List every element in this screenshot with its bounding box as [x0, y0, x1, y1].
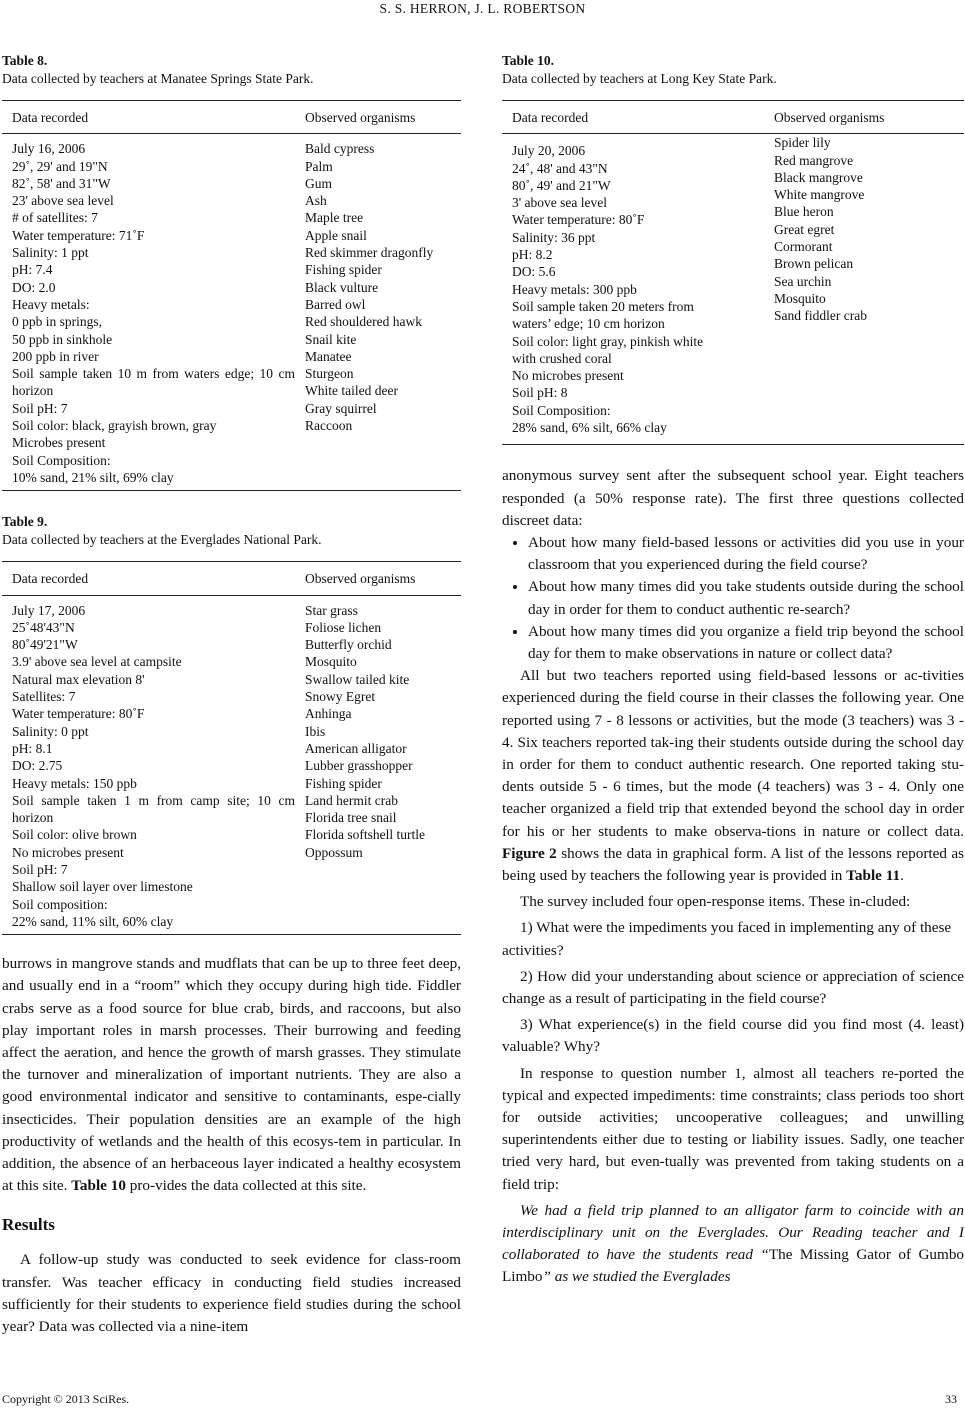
table-cell-line: Oppossum — [305, 844, 363, 860]
findings-text-end: . — [900, 867, 904, 884]
table-cell-line: Raccoon — [305, 418, 353, 434]
table-8-col-header-data: Data recorded — [2, 101, 295, 134]
table-cell-line: Soil pH: 8 — [512, 385, 568, 401]
table-cell-line: 82˚, 58' and 31"W — [12, 175, 111, 191]
survey-intro-paragraph: anonymous survey sent after the subsequent school year. Eight teachers responded (a 50% response rate). The first three questions collected discreet data: — [502, 467, 964, 529]
table-cell-line: July 20, 2006 — [512, 143, 586, 159]
table-cell-line: pH: 8.1 — [12, 740, 53, 756]
table-cell-line: DO: 2.0 — [12, 279, 56, 295]
open-question-1: 1) What were the impediments you faced in implementing any of these activities? — [502, 919, 952, 959]
table-cell-line: Water temperature: 71˚F — [12, 227, 145, 243]
fiddler-crab-paragraph — [2, 953, 461, 1197]
table-8-title: Data collected by teachers at Manatee Springs State Park. — [2, 71, 314, 86]
table-cell-line: Apple snail — [305, 227, 367, 243]
table-cell-line: 200 ppb in river — [12, 348, 99, 364]
table-cell-line: Microbes present — [12, 435, 106, 451]
quote-text-a: We had a field trip planned to an alligator farm to coincide with an interdisciplinary unit on the Everglades. Our Reading teacher and I collaborated to have the students read “ — [502, 1201, 964, 1264]
table-cell-line: July 17, 2006 — [12, 602, 86, 618]
table-cell-line: Sand fiddler crab — [774, 308, 867, 324]
open-question-3: 3) What experience(s) in the field course did you find most (4. least) valuable? Why? — [502, 1016, 964, 1056]
table-cell-line: pH: 8.2 — [512, 247, 553, 263]
table-cell-line: Soil sample taken 10 m from waters edge; 10 cm horizon — [12, 366, 295, 399]
table-cell-line: White mangrove — [774, 187, 865, 203]
table-cell-line: 50 ppb in sinkhole — [12, 331, 113, 347]
survey-question-item: • About how many times did you organize a field trip beyond the school day for them to make observations in nature or collect data? — [528, 621, 964, 665]
table-cell-line: Salinity: 0 ppt — [12, 723, 89, 739]
table-cell-line: Lubber grasshopper — [305, 758, 413, 774]
table-cell-line: Satellites: 7 — [12, 689, 76, 705]
table-9-label: Table 9. — [2, 514, 48, 530]
left-column — [2, 52, 461, 1338]
table-cell-line: Florida tree snail — [305, 810, 397, 826]
table-10-col-header-data: Data recorded — [502, 101, 764, 134]
table-cell-line: Spider lily — [774, 135, 831, 151]
table-cell-line: DO: 5.6 — [512, 264, 556, 280]
table-cell-line: Soil pH: 7 — [12, 861, 68, 877]
table-cell-line: Maple tree — [305, 210, 364, 226]
table-cell-line: Great egret — [774, 221, 835, 237]
table-cell-line: Black mangrove — [774, 169, 863, 185]
table-cell-line: July 16, 2006 — [12, 141, 86, 157]
table-cell-line: Star grass — [305, 602, 358, 618]
open-response-intro: The survey included four open-response items. These in-cluded: — [520, 893, 911, 911]
table-cell-line: Snail kite — [305, 331, 357, 347]
results-paragraph: A follow-up study was conducted to seek evidence for class-room transfer. Was teacher efficacy in conducting field studies increased sufficiently for their students to experience field studies during the school year? Data was collected via a nine-item — [2, 1251, 461, 1336]
table-9-col-header-data: Data recorded — [2, 562, 295, 595]
table-cell-line: Heavy metals: — [12, 296, 90, 312]
table-cell-line: Soil Composition: — [512, 402, 611, 418]
table-cell-line: White tailed deer — [305, 383, 398, 399]
figure-2-reference: Figure 2 — [502, 844, 557, 862]
running-header: S. S. HERRON, J. L. ROBERTSON — [379, 1, 586, 16]
table-cell-line: pH: 7.4 — [12, 262, 53, 278]
table-cell-line: Salinity: 36 ppt — [512, 229, 596, 245]
table-cell-line: Water temperature: 80˚F — [512, 212, 645, 228]
table-cell-line: Ash — [305, 193, 327, 209]
table-10-label: Table 10. — [502, 53, 555, 68]
table-cell-line: Natural max elevation 8' — [12, 671, 145, 687]
table-cell-line: Anhinga — [305, 706, 352, 722]
findings-text-mid: shows the data in graphical form. A list of the lessons reported as being used by teachers the following year is provided in — [502, 844, 965, 884]
table-cell-line: Red skimmer dragonfly — [305, 245, 434, 261]
table-9-data-cell — [2, 595, 295, 935]
table-cell-line: 24˚, 48' and 43"N — [512, 160, 608, 176]
table-cell-line: 10% sand, 21% silt, 69% clay — [12, 469, 174, 485]
fiddler-crab-text: burrows in mangrove stands and mudflats that can be up to three feet deep, and usually end in a “room” which they occupy during high tide. Fiddler crabs serve as a food source for blue crab, birds, and raccoons, but also play important roles in marsh processes. Their burrowing and feeding affect the aeration, and hence the growth of marsh grasses. They stimulate the turnover and mineralization of important nutrients. They are also a good environmental indicator and sensitive to contaminants, espe-cially insecticides. Their population densities are an example of the high productivity of wetlands and the health of this ecosys-tem in particular. In addition, the absence of an herbaceous layer indicated a healthy ecosystem at this site. — [2, 955, 461, 1195]
table-9-caption — [2, 513, 461, 549]
table-cell-line: Gray squirrel — [305, 400, 377, 416]
open-question-2: 2) How did your understanding about science or appreciation of science change as a result of participating in the field course? — [502, 967, 964, 1008]
table-9-col-header-organisms: Observed organisms — [295, 562, 461, 595]
table-cell-line: # of satellites: 7 — [12, 210, 98, 226]
table-cell-line: 0 ppb in springs, — [12, 314, 103, 330]
table-cell-line: 3' above sea level — [512, 195, 608, 211]
table-cell-line: Manatee — [305, 348, 352, 364]
table-cell-line: Ibis — [305, 723, 326, 739]
table-cell-line: Water temperature: 80˚F — [12, 706, 145, 722]
table-8-organisms-cell — [295, 134, 461, 491]
table-cell-line: Soil color: olive brown — [12, 827, 137, 843]
table-cell-line: Sea urchin — [774, 273, 832, 289]
table-cell-line: No microbes present — [12, 844, 124, 860]
table-cell-line: Heavy metals: 150 ppb — [12, 775, 137, 791]
table-cell-line: Butterfly orchid — [305, 637, 392, 653]
teacher-quote — [502, 1200, 964, 1289]
table-8-data-cell — [2, 134, 295, 491]
table-cell-line: American alligator — [305, 740, 407, 756]
fiddler-crab-text-end: pro-vides the data collected at this site. — [125, 1177, 367, 1195]
right-column — [502, 52, 964, 1289]
survey-questions-list — [502, 532, 964, 665]
table-cell-line: Fishing spider — [305, 262, 382, 278]
table-cell-line: Shallow soil layer over limestone — [12, 879, 193, 895]
table-cell-line: Gum — [305, 175, 332, 191]
survey-question-item: • About how many times did you take students outside during the school day in order for them to conduct authentic re-search? — [528, 576, 964, 620]
page-number: 33 — [945, 1392, 957, 1406]
table-cell-line: Soil color: light gray, pinkish white — [512, 333, 704, 349]
impediments-paragraph: In response to question number 1, almost all teachers re-ported the typical and expected impediments: time constraints; class periods too short for outside activities; uncooperative colleagues; and unwilling superintendents either due to testing or liability issues. Sadly, one teacher tried very hard, but even-tually was prevented from taking students on a field trip: — [502, 1064, 964, 1193]
table-cell-line: Mosquito — [774, 290, 826, 306]
table-cell-line: 22% sand, 11% silt, 60% clay — [12, 913, 174, 929]
table-cell-line: Red mangrove — [774, 152, 854, 168]
table-10 — [502, 100, 964, 445]
table-11-reference: Table 11 — [846, 867, 901, 884]
table-cell-line: Palm — [305, 158, 333, 174]
findings-text: All but two teachers reported using field-based lessons or ac-tivities experienced during the field course in their classes the following year. One reported using 7 - 8 lessons or activities, but the mode (3 teachers) was 3 - 4. Six teachers reported tak-ing their students outside during the school day in order for them to conduct authentic research. One reported taking stu-dents outside 5 - 6 times, but the mode (4 teachers) was 3 - 4. Only one teacher organized a field trip that extended beyond the school day in order for his or her students to make observa-tions in nature or collect data. — [502, 667, 964, 840]
book-title: The Missing Gator of Gumbo Limbo — [502, 1246, 965, 1286]
table-cell-line: Sturgeon — [305, 366, 354, 382]
table-cell-line: Soil sample taken 20 meters from — [512, 298, 694, 314]
table-cell-line: Soil pH: 7 — [12, 400, 68, 416]
table-10-col-header-organisms: Observed organisms — [764, 101, 964, 134]
table-cell-line: Foliose lichen — [305, 619, 382, 635]
table-10-title: Data collected by teachers at Long Key State Park. — [502, 71, 777, 86]
table-cell-line: Land hermit crab — [305, 792, 398, 808]
table-cell-line: Snowy Egret — [305, 689, 376, 705]
table-cell-line: waters’ edge; 10 cm horizon — [512, 316, 665, 332]
survey-question-item: • About how many field-based lessons or activities did you use in your classroom that you experienced during the field course? — [528, 532, 964, 576]
table-cell-line: Cormorant — [774, 239, 833, 255]
table-cell-line: with crushed coral — [512, 350, 612, 366]
table-8-col-header-organisms: Observed organisms — [295, 101, 461, 134]
table-8-caption — [2, 52, 461, 88]
table-cell-line: DO: 2.75 — [12, 758, 63, 774]
table-8 — [2, 100, 461, 491]
table-9-organisms-cell — [295, 595, 461, 935]
table-cell-line: 3.9' above sea level at campsite — [12, 654, 182, 670]
table-cell-line: Heavy metals: 300 ppb — [512, 281, 637, 297]
table-cell-line: Fishing spider — [305, 775, 382, 791]
table-cell-line: Soil sample taken 1 m from camp site; 10 cm horizon — [12, 792, 295, 826]
table-10-data-cell — [502, 134, 764, 445]
table-cell-line: Salinity: 1 ppt — [12, 245, 89, 261]
table-cell-line: Soil composition: — [12, 896, 108, 912]
results-heading: Results — [2, 1215, 55, 1235]
table-cell-line: Florida softshell turtle — [305, 827, 425, 843]
table-cell-line: Red shouldered hawk — [305, 314, 422, 330]
table-cell-line: Brown pelican — [774, 256, 854, 272]
footer-copyright: Copyright © 2013 SciRes. — [2, 1392, 130, 1406]
table-cell-line: No microbes present — [512, 368, 624, 384]
quote-text-c: ” as we studied the Everglades — [542, 1268, 731, 1286]
table-9-title: Data collected by teachers at the Everglades National Park. — [2, 532, 322, 548]
table-10-organisms-cell — [764, 134, 964, 445]
table-10-caption — [502, 52, 964, 88]
table-cell-line: 28% sand, 6% silt, 66% clay — [512, 420, 667, 436]
table-10-reference: Table 10 — [71, 1177, 126, 1195]
findings-paragraph — [502, 665, 964, 887]
table-cell-line: Black vulture — [305, 279, 379, 295]
table-cell-line: Soil color: black, grayish brown, gray — [12, 418, 217, 434]
table-cell-line: Barred owl — [305, 296, 366, 312]
table-cell-line: 23' above sea level — [12, 193, 114, 209]
table-cell-line: Swallow tailed kite — [305, 671, 410, 687]
table-cell-line: 80˚49'21"W — [12, 637, 78, 653]
table-cell-line: Soil Composition: — [12, 452, 111, 468]
table-cell-line: Bald cypress — [305, 141, 375, 157]
table-9 — [2, 561, 461, 935]
table-cell-line: Mosquito — [305, 654, 357, 670]
table-cell-line: 80˚, 49' and 21"W — [512, 177, 611, 193]
table-cell-line: 29˚, 29' and 19"N — [12, 158, 108, 174]
table-cell-line: 25˚48'43"N — [12, 619, 75, 635]
table-cell-line: Blue heron — [774, 204, 834, 220]
table-8-label: Table 8. — [2, 53, 48, 68]
